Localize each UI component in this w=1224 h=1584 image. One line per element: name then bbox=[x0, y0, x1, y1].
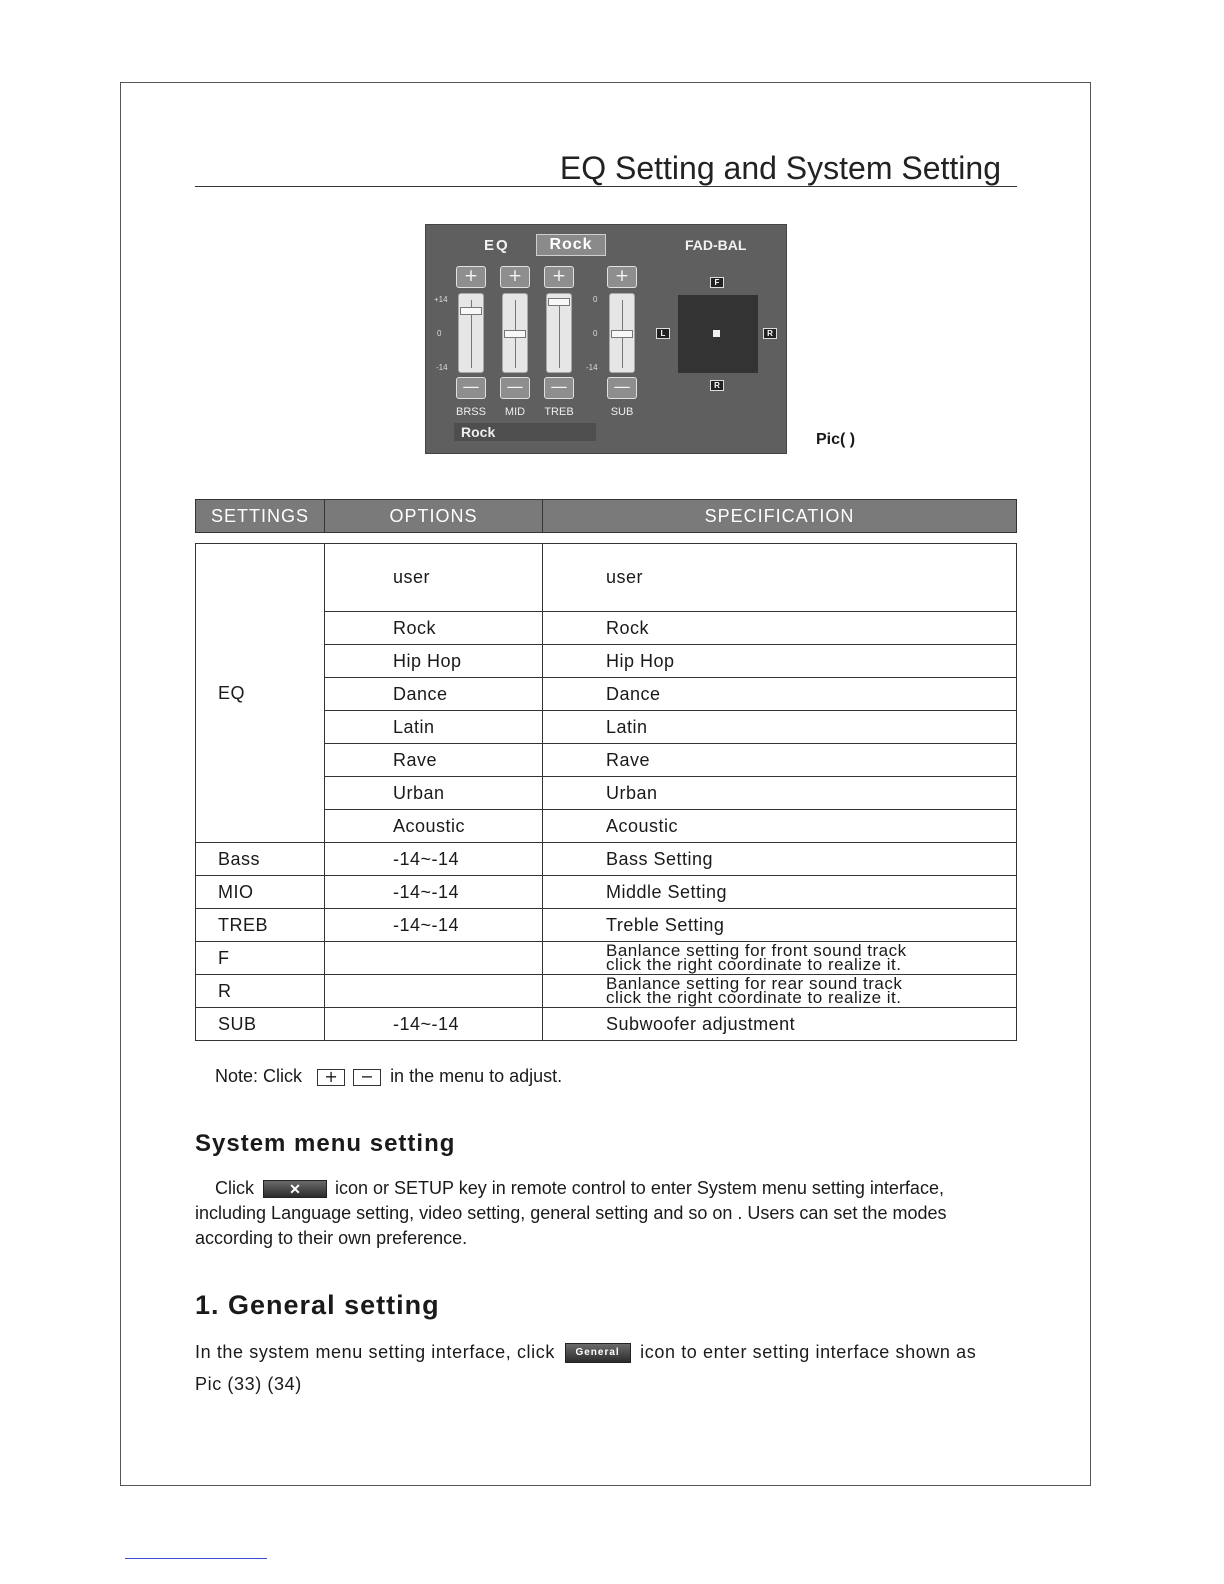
band-label-sub: SUB bbox=[610, 406, 634, 418]
rear-tag[interactable]: R bbox=[710, 380, 724, 391]
setting-cell: R bbox=[196, 975, 325, 1008]
spec-cell bbox=[543, 942, 1017, 975]
eq-screenshot bbox=[425, 224, 787, 454]
spec-cell: user bbox=[543, 544, 1017, 612]
mid-slider[interactable] bbox=[502, 293, 528, 373]
note-prefix: Note: Click bbox=[215, 1066, 303, 1086]
right-tag[interactable]: R bbox=[763, 328, 777, 339]
sub-scale-bottom: -14 bbox=[586, 363, 598, 372]
settings-table-header bbox=[195, 499, 1017, 533]
note bbox=[215, 1066, 562, 1087]
option-cell: user bbox=[325, 544, 543, 612]
table-row bbox=[196, 876, 1017, 909]
bass-slider[interactable] bbox=[458, 293, 484, 373]
fad-bal-label: FAD-BAL bbox=[685, 237, 747, 253]
sub-scale-mid: 0 bbox=[593, 329, 598, 338]
sub-plus-button[interactable]: + bbox=[607, 266, 637, 288]
option-cell: Urban bbox=[325, 777, 543, 810]
scale-bottom: -14 bbox=[436, 363, 448, 372]
band-label-treb: TREB bbox=[544, 406, 574, 418]
system-menu-line2: including Language setting, video setting, general setting and so on . Users can set the modes bbox=[195, 1203, 947, 1223]
option-cell: -14~-14 bbox=[325, 1008, 543, 1041]
spec-cell: Latin bbox=[543, 711, 1017, 744]
option-cell bbox=[325, 975, 543, 1008]
option-cell: -14~-14 bbox=[325, 876, 543, 909]
table-row bbox=[196, 975, 1017, 1008]
option-cell: Latin bbox=[325, 711, 543, 744]
spec-cell: Middle Setting bbox=[543, 876, 1017, 909]
title-rule bbox=[195, 186, 1017, 187]
spec-cell bbox=[543, 975, 1017, 1008]
spec-cell: Rave bbox=[543, 744, 1017, 777]
table-row bbox=[196, 1008, 1017, 1041]
system-menu-line3: according to their own preference. bbox=[195, 1228, 468, 1248]
spec-cell: Bass Setting bbox=[543, 843, 1017, 876]
header-specification: SPECIFICATION bbox=[704, 506, 855, 526]
bass-minus-button[interactable]: — bbox=[456, 377, 486, 399]
spec-cell: Acoustic bbox=[543, 810, 1017, 843]
general-setting-paragraph bbox=[195, 1336, 1025, 1400]
footer-rule bbox=[125, 1558, 267, 1559]
setting-cell: MIO bbox=[196, 876, 325, 909]
band-label-bass: BRSS bbox=[456, 406, 486, 418]
pic-caption: Pic( ) bbox=[816, 431, 856, 448]
treb-minus-button[interactable]: — bbox=[544, 377, 574, 399]
setting-cell: Bass bbox=[196, 843, 325, 876]
mid-slider-knob[interactable] bbox=[504, 330, 526, 338]
fader-balance-point[interactable] bbox=[713, 330, 720, 337]
preset-button[interactable]: Rock bbox=[536, 234, 606, 256]
spec-cell: Dance bbox=[543, 678, 1017, 711]
bass-plus-button[interactable]: + bbox=[456, 266, 486, 288]
setting-cell: SUB bbox=[196, 1008, 325, 1041]
scale-mid: 0 bbox=[437, 329, 442, 338]
note-suffix: in the menu to adjust. bbox=[390, 1066, 563, 1086]
option-cell bbox=[325, 942, 543, 975]
spec-cell: Treble Setting bbox=[543, 909, 1017, 942]
system-menu-line1: icon or SETUP key in remote control to enter System menu setting interface, bbox=[335, 1178, 944, 1198]
spec-cell: Hip Hop bbox=[543, 645, 1017, 678]
sub-slider[interactable] bbox=[609, 293, 635, 373]
option-cell: Hip Hop bbox=[325, 645, 543, 678]
treb-plus-button[interactable]: + bbox=[544, 266, 574, 288]
general-setting-heading: 1. General setting bbox=[195, 1290, 440, 1320]
option-cell: -14~-14 bbox=[325, 909, 543, 942]
front-tag[interactable]: F bbox=[710, 277, 724, 288]
setting-cell: TREB bbox=[196, 909, 325, 942]
band-label-mid: MID bbox=[504, 406, 526, 418]
spec-cell: Rock bbox=[543, 612, 1017, 645]
spec-cell: Subwoofer adjustment bbox=[543, 1008, 1017, 1041]
system-menu-paragraph bbox=[195, 1176, 1025, 1251]
general-text-after: icon to enter setting interface shown as bbox=[640, 1342, 977, 1362]
table-row bbox=[196, 843, 1017, 876]
eq-setting-cell: EQ bbox=[196, 544, 325, 843]
system-menu-heading: System menu setting bbox=[195, 1130, 456, 1157]
minus-icon: − bbox=[353, 1069, 381, 1086]
sub-scale-top: 0 bbox=[593, 295, 598, 304]
general-text-line2: Pic (33) (34) bbox=[195, 1374, 302, 1394]
spec-line-1: Banlance setting for rear sound track bbox=[606, 974, 903, 993]
header-options: OPTIONS bbox=[325, 500, 543, 532]
spec-line-2: click the right coordinate to realize it. bbox=[606, 988, 902, 1007]
plus-icon: + bbox=[317, 1069, 345, 1086]
mid-minus-button[interactable]: — bbox=[500, 377, 530, 399]
left-tag[interactable]: L bbox=[656, 328, 670, 339]
setting-cell: F bbox=[196, 942, 325, 975]
settings-table bbox=[195, 543, 1017, 1041]
spec-cell: Urban bbox=[543, 777, 1017, 810]
spec-line-2: click the right coordinate to realize it. bbox=[606, 955, 902, 974]
eq-label: EQ bbox=[484, 237, 510, 254]
table-row bbox=[196, 942, 1017, 975]
table-row bbox=[196, 909, 1017, 942]
option-cell: -14~-14 bbox=[325, 843, 543, 876]
bass-slider-knob[interactable] bbox=[460, 307, 482, 315]
treb-slider-knob[interactable] bbox=[548, 298, 570, 306]
scale-top: +14 bbox=[434, 295, 448, 304]
page-title: EQ Setting and System Setting bbox=[559, 150, 1001, 186]
treb-slider[interactable] bbox=[546, 293, 572, 373]
option-cell: Dance bbox=[325, 678, 543, 711]
table-row bbox=[196, 544, 1017, 612]
sub-slider-knob[interactable] bbox=[611, 330, 633, 338]
setup-tool-icon: ✕ bbox=[263, 1180, 327, 1198]
header-settings: SETTINGS bbox=[196, 500, 325, 532]
current-preset: Rock bbox=[454, 423, 596, 441]
option-cell: Rock bbox=[325, 612, 543, 645]
option-cell: Rave bbox=[325, 744, 543, 777]
option-cell: Acoustic bbox=[325, 810, 543, 843]
click-text: Click bbox=[215, 1178, 254, 1198]
sub-minus-button[interactable]: — bbox=[607, 377, 637, 399]
spec-line-1: Banlance setting for front sound track bbox=[606, 941, 907, 960]
general-icon: General bbox=[565, 1343, 631, 1363]
mid-plus-button[interactable]: + bbox=[500, 266, 530, 288]
general-text-before: In the system menu setting interface, click bbox=[195, 1342, 555, 1362]
